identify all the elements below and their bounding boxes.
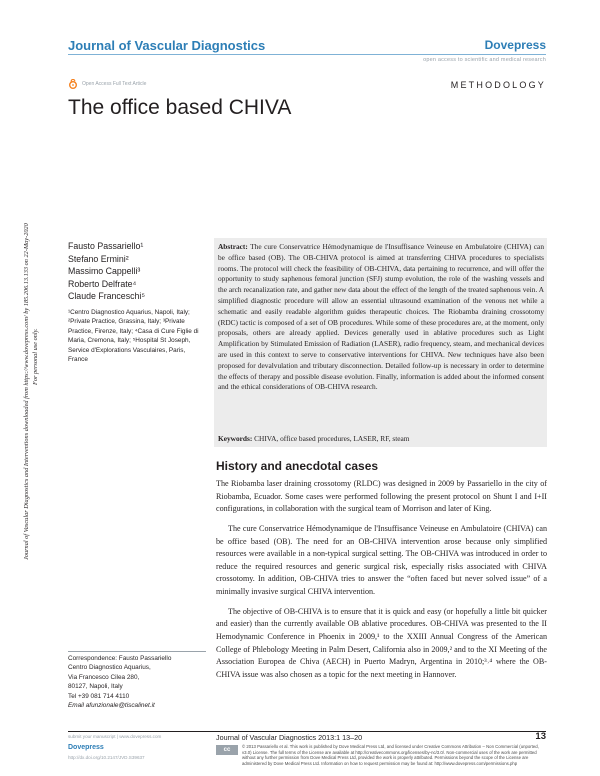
correspondence-divider — [68, 651, 206, 652]
body-text — [216, 478, 547, 689]
correspondence-line: Tel +39 081 714 4110 — [68, 692, 130, 700]
article-title: The office based CHIVA — [68, 96, 292, 119]
correspondence-line: 80127, Napoli, Italy — [68, 683, 123, 691]
download-notice-line: Journal of Vascular Diagnostics and Interventions downloaded from https://www.dovepress.com/ by 185.206.13.133 on 22-May-2020 — [23, 223, 30, 560]
correspondence-line: Centro Diagnostico Aquarius, — [68, 664, 151, 672]
cc-license-icon: cc — [216, 745, 238, 755]
footer-divider — [68, 731, 546, 732]
publisher-tagline: open access to scientific and medical research — [423, 57, 546, 63]
keywords-text: CHIVA, office based procedures, LASER, RF, steam — [254, 434, 410, 443]
paragraph: The Riobamba laser draining crossotomy (RLDC) was designed in 2009 by Passariello in the city of Riobamba, Ecuador. Some cases were performed following the present protocol on Shunt I and I+II configurations, in collaboration with the surgical team of Morrison and later of King. — [216, 479, 547, 514]
author-name: Roberto Delfrate⁴ — [68, 278, 137, 289]
citation: Journal of Vascular Diagnostics 2013:1 13–20 — [216, 733, 363, 742]
correspondence-line: Via Francesco Cilea 280, — [68, 673, 140, 681]
correspondence-label: Correspondence: Fausto Passariello — [68, 655, 172, 662]
correspondence-email[interactable]: Email afunzionale@tiscalinet.it — [68, 702, 155, 710]
author-name: Massimo Cappelli³ — [68, 266, 141, 276]
keywords — [218, 434, 544, 444]
abstract — [218, 242, 544, 393]
abstract-label: Abstract: — [218, 242, 248, 251]
paragraph: The cure Conservatrice Hémodynamique de l'Insuffisance Veineuse en Ambulatoire (CHIVA) can be office based (OB). The need for an OB-CHIVA intervention arose because only simplified resources were available in a non-typical surgical setting. The OB-CHIVA was introduced in order to reduce the required resources and generic surgical risk, especially risks associated with CHIVA crossotomy. In addition, OB-CHIVA tries to answer the “often faced but never solved issue” of a minimally invasive surgical CHIVA intervention. — [216, 524, 547, 596]
publisher-logo[interactable]: Dovepress — [484, 38, 546, 52]
abstract-text: The cure Conservatrice Hémodynamique de l'Insuffisance Veineuse en Ambulatoire (CHIVA) can be office based (OB). The OB-CHIVA protocol is aimed at transferring CHIVA procedures to specialists rooms. The protocol will check the feasibility of OB-CHIVA, data pertaining to recurrence, and will offer the opportunity to study saphenous femoral junction (SFJ) stump evolution, the role of the washing vessels and the arch recanalization rate, and gather new data about the effect of the length of the treated saphenous vein. A simplified diagnostic procedure will allow an essential ultrasound examination of the venous net while a schematic and easily readable algorithm guides therapeutic choices. The Riobamba draining crossotomy (RDC) tactic is composed of a set of OB procedures. While some of these procedures are, at the moment, only proposals, others are already applied. Devices generally used in ablative procedures such as Light Amplification by Stimulated Emission of Radiation (LASER), radio frequency, steam, and mechanical devices are used in this context to serve to conservative interventions for CHIVA. New techniques have also been proposed for devalvulation and tributary disconnection. Detailed follow-up is necessary in order to determine the effects of therapy and possible disease evolution. Finally, information is added about the informed consent and the ethical considerations of OB-CHIVA research. — [218, 242, 544, 392]
doi-link[interactable]: http://dx.doi.org/10.2147/JVD.S39637 — [68, 755, 145, 760]
section-heading: History and anecdotal cases — [216, 459, 379, 473]
author-name: Fausto Passariello¹ — [68, 241, 144, 251]
personal-use-note: For personal use only. — [32, 328, 39, 385]
page-number: 13 — [535, 731, 546, 742]
affiliations: ¹Centro Diagnostico Aquarius, Napoli, Italy; ²Private Practice, Grassina, Italy; ³Private Practice, Firenze, Italy; ⁴Casa di Cure Figlie di Maria, Cremona, Italy; ⁵Hospital St Joseph, Service d'Explorations Vasculaires, Paris, France — [68, 309, 199, 364]
author-list — [68, 240, 145, 303]
submit-manuscript-link[interactable]: submit your manuscript | www.dovepress.com — [68, 734, 162, 739]
header-divider — [68, 54, 546, 55]
open-access-label: Open Access Full Text Article — [82, 81, 147, 87]
download-notice — [22, 120, 46, 560]
keywords-label: Keywords: — [218, 434, 253, 443]
correspondence — [68, 654, 218, 710]
paragraph: The objective of OB-CHIVA is to ensure that it is quick and easy (or hopefully a little bit quicker and easier) than the currently available OB ablative procedures. OB-CHIVA was presented to the II Hemodynamic Conference in Phoenix in 2009,¹ to the XXIII Annual Congress of the American College of Phlebology Meeting in Palm Desert, California also in 2009,² and to the XI Meeting of the Association Europea de Chiva (AECH) in Puerto Madryn, Argentina in 2010;³˒⁴ where the OB-CHIVA issue was also chosen as a topic for the next meeting in Hannover. — [216, 606, 547, 679]
author-name: Stefano Ermini² — [68, 253, 129, 264]
footer-publisher-logo[interactable]: Dovepress — [68, 744, 104, 751]
license-text: © 2013 Passariello et al. This work is published by Dove Medical Press Ltd, and licensed under Creative Commons Attribution – Non Commercial (unported, v3.0) License. The full terms of the License are available at http://creativecommons.org/licenses/by-nc/3.0/. Non-commercial uses of the work are permitted without any further permission from Dove Medical Press Ltd, provided the work is properly attributed. Permissions beyond the scope of the License are administered by Dove Medical Press Ltd. Information on how to request permission may be found at: http://www.dovepress.com/permissions.php — [242, 744, 539, 766]
journal-title: Journal of Vascular Diagnostics — [68, 38, 266, 53]
open-access-icon — [68, 79, 78, 89]
article-type: METHODOLOGY — [450, 80, 546, 90]
author-name: Claude Franceschi⁵ — [68, 291, 145, 301]
